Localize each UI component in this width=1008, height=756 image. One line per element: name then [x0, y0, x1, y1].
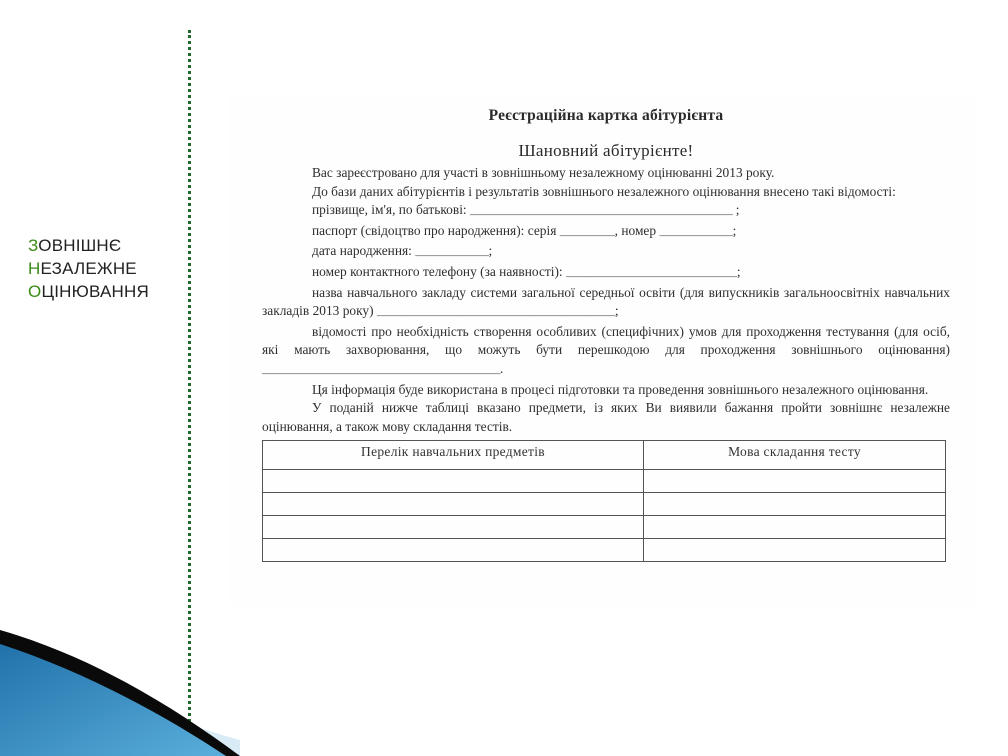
field-passport [262, 222, 950, 243]
subjects-table [262, 440, 946, 562]
slide-title [28, 234, 188, 303]
subject-cell [263, 493, 644, 516]
card-title: Реєстраційна картка абітурієнта [488, 107, 724, 124]
fill-blank: ___________________________________________ [470, 206, 733, 219]
table-row [263, 493, 946, 516]
fill-blank: ____________ [659, 226, 733, 239]
title-rest: ЕЗАЛЕЖНЕ [40, 259, 137, 278]
field-end: . [499, 360, 504, 376]
language-cell [644, 493, 946, 516]
field-label: прізвище, ім'я, по батькові: [312, 202, 467, 218]
title-line-3 [28, 280, 188, 303]
fill-blank: _______________________________________ [262, 364, 500, 377]
field-end: ; [736, 263, 741, 279]
column-header-language: Мова складання тесту [644, 441, 946, 470]
field-phone [262, 263, 950, 284]
table-header-row [263, 441, 946, 470]
language-cell [644, 470, 946, 493]
field-end: ; [735, 202, 740, 218]
subject-cell [263, 470, 644, 493]
field-special-conditions [262, 323, 950, 381]
title-initial: О [28, 282, 42, 301]
corner-wave-decoration [0, 600, 240, 756]
table-row [263, 539, 946, 562]
field-end: ; [732, 222, 737, 238]
table-row [263, 516, 946, 539]
info-paragraph: Ця інформація буде використана в процесі підготовки та проведення зовнішнього незалежного оцінювання. [312, 381, 929, 397]
field-label: назва навчального закладу системи загальної середньої освіти (для випускників загальноосвітніх навчальних закладів 2013 року) [262, 284, 950, 319]
field-full-name [262, 201, 950, 222]
field-label: номер контактного телефону (за наявності): [312, 263, 563, 279]
title-rest: ЦІНЮВАННЯ [41, 282, 149, 301]
fill-blank: ____________ [415, 247, 489, 260]
title-initial: З [28, 236, 39, 255]
language-cell [644, 516, 946, 539]
title-rest: ОВНІШНЄ [38, 236, 122, 255]
field-birth-date [262, 242, 950, 263]
fill-blank: ____________________________ [566, 267, 737, 280]
field-label: паспорт (свідоцтво про народження): серія [312, 222, 557, 238]
database-paragraph: До бази даних абітурієнтів і результатів зовнішнього незалежного оцінювання внесено такі відомості: [312, 183, 896, 199]
title-initial: Н [28, 259, 41, 278]
subject-cell [263, 539, 644, 562]
title-line-1 [28, 234, 188, 257]
table-intro-paragraph: У поданій нижче таблиці вказано предмети, із яких Ви виявили бажання пройти зовнішнє незалежне оцінювання, а також мову складання тестів. [262, 400, 950, 434]
field-label: дата народження: [312, 243, 412, 259]
fill-blank: _________ [559, 226, 615, 239]
field-school [262, 284, 950, 323]
intro-paragraph: Вас зареєстровано для участі в зовнішньому незалежному оцінюванні 2013 року. [312, 165, 775, 180]
card-greeting: Шановний абітурієнте! [518, 141, 694, 160]
field-end: ; [614, 303, 619, 319]
field-end: ; [488, 243, 493, 259]
column-header-subjects: Перелік навчальних предметів [263, 441, 644, 470]
field-label: , номер [614, 222, 657, 238]
registration-card [262, 96, 950, 562]
field-label: відомості про необхідність створення особливих (специфічних) умов для проходження тестування (для осіб, які мають захворювання, що можуть бути перешкодою для проходження зовнішнього оцінювання) [262, 323, 950, 358]
language-cell [644, 539, 946, 562]
fill-blank: _______________________________________ [376, 307, 615, 320]
subject-cell [263, 516, 644, 539]
table-row [263, 470, 946, 493]
registration-card-scan [228, 96, 976, 606]
title-line-2 [28, 257, 188, 280]
